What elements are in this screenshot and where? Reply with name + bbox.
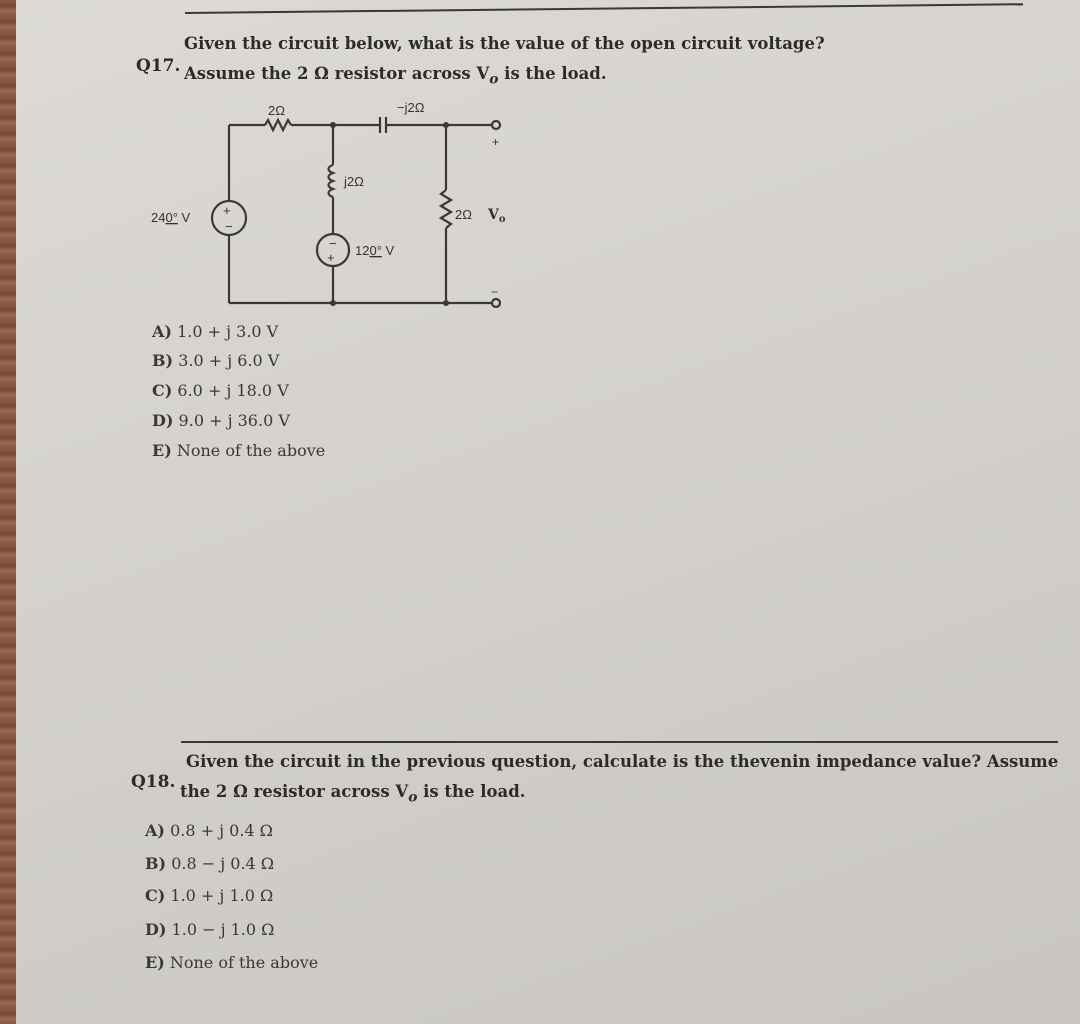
q18-choice-d[interactable]: D) 1.0 − j 1.0 Ω [145, 920, 275, 939]
q17-choice-b[interactable]: B) 3.0 + j 6.0 V [152, 351, 280, 370]
source2-sign-minus: − [329, 236, 337, 251]
q18-choice-c[interactable]: C) 1.0 + j 1.0 Ω [145, 886, 274, 905]
source1-sign-plus: + [223, 203, 231, 218]
q17-question-line2: Assume the 2 Ω resistor across $V_o$ is the load. [184, 64, 607, 88]
source2-label: 120° V [355, 243, 395, 258]
q17-question-line1: Given the circuit below, what is the value of the open circuit voltage? [184, 34, 825, 53]
load-resistor-label: 2Ω [455, 207, 472, 222]
r1-label: 2Ω [268, 103, 285, 118]
q17-number: Q17. [136, 56, 181, 76]
q17-choice-d[interactable]: D) 9.0 + j 36.0 V [152, 411, 290, 430]
q18-choice-b[interactable]: B) 0.8 − j 0.4 Ω [145, 854, 275, 873]
q18-choice-e[interactable]: E) None of the above [145, 953, 319, 972]
source2-sign-plus: + [327, 250, 335, 265]
q18-number: Q18. [131, 772, 176, 792]
capacitor-label: −j2Ω [397, 100, 425, 115]
q18-question-line1: Given the circuit in the previous question, calculate is the thevenin impedance value? Assume [186, 752, 1059, 771]
q17-choice-a[interactable]: A) 1.0 + j 3.0 V [152, 322, 279, 341]
q18-choice-a[interactable]: A) 0.8 + j 0.4 Ω [145, 821, 273, 840]
q18-top-rule [181, 741, 1058, 743]
q18-question-line2: the 2 Ω resistor across $V_o$ is the load. [180, 782, 526, 806]
vo-label: $V_o$ [488, 207, 506, 225]
terminal-minus: − [491, 285, 499, 299]
inductor-label: j2Ω [344, 174, 364, 189]
terminal-plus: + [492, 135, 500, 149]
q17-choice-e[interactable]: E) None of the above [152, 441, 326, 460]
source1-label: 240° V [151, 210, 191, 225]
source1-sign-minus: − [225, 219, 233, 234]
q17-choice-c[interactable]: C) 6.0 + j 18.0 V [152, 381, 289, 400]
